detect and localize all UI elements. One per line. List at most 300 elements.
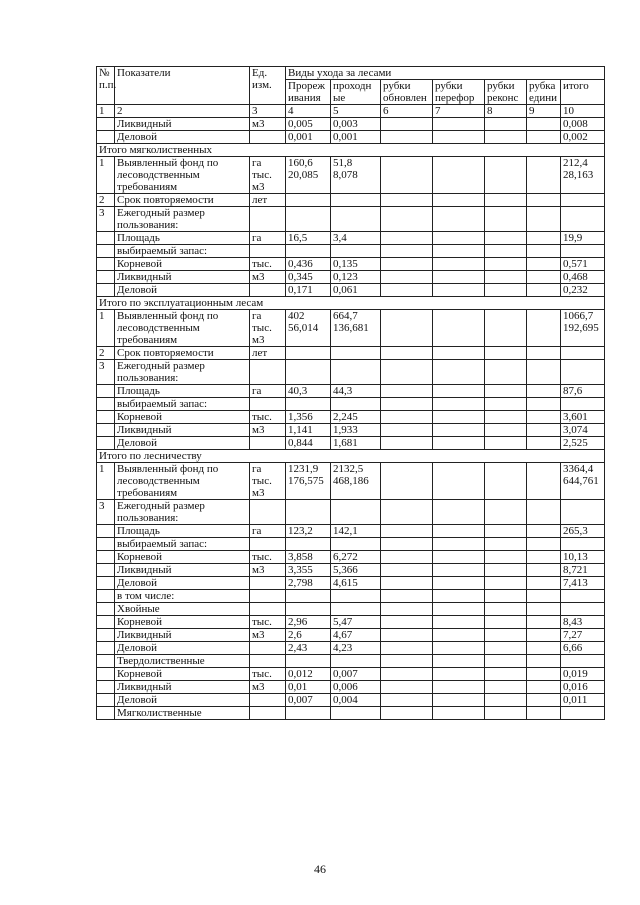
value-cell bbox=[433, 538, 485, 551]
value-cell: 19,9 bbox=[561, 232, 605, 245]
table-row bbox=[97, 525, 605, 538]
value-cell bbox=[527, 590, 561, 603]
value-cell bbox=[485, 207, 527, 232]
value-cell bbox=[527, 245, 561, 258]
value-cell bbox=[381, 157, 433, 194]
table-row bbox=[97, 500, 605, 525]
row-num: 3 bbox=[97, 207, 115, 232]
value-cell bbox=[381, 118, 433, 131]
value-cell bbox=[331, 194, 381, 207]
row-num bbox=[97, 385, 115, 398]
value-cell: 0,016 bbox=[561, 681, 605, 694]
row-label: Площадь bbox=[115, 385, 250, 398]
value-cell bbox=[286, 194, 331, 207]
row-label: Выявленный фонд по лесоводственным требованиям bbox=[115, 157, 250, 194]
value-cell bbox=[561, 538, 605, 551]
value-cell bbox=[527, 668, 561, 681]
row-unit bbox=[250, 207, 286, 232]
row-unit bbox=[250, 655, 286, 668]
value-cell bbox=[381, 577, 433, 590]
row-num bbox=[97, 681, 115, 694]
row-label: Ежегодный размер пользования: bbox=[115, 207, 250, 232]
value-cell bbox=[485, 157, 527, 194]
table-row bbox=[97, 398, 605, 411]
value-cell: 0,008 bbox=[561, 118, 605, 131]
value-cell: 1,356 bbox=[286, 411, 331, 424]
value-cell bbox=[286, 500, 331, 525]
value-cell bbox=[433, 500, 485, 525]
value-cell: 10,13 bbox=[561, 551, 605, 564]
row-num: 1 bbox=[97, 463, 115, 500]
index-cell: 6 bbox=[381, 105, 433, 118]
value-cell: 1,681 bbox=[331, 437, 381, 450]
row-unit bbox=[250, 245, 286, 258]
value-cell bbox=[527, 157, 561, 194]
table-row bbox=[97, 157, 605, 194]
value-cell bbox=[433, 284, 485, 297]
table-row bbox=[97, 118, 605, 131]
row-unit bbox=[250, 284, 286, 297]
row-unit: тыс. bbox=[250, 668, 286, 681]
value-cell bbox=[433, 131, 485, 144]
row-label: Ликвидный bbox=[115, 118, 250, 131]
value-cell bbox=[527, 616, 561, 629]
value-cell: 1,141 bbox=[286, 424, 331, 437]
value-cell bbox=[485, 668, 527, 681]
value-cell bbox=[485, 424, 527, 437]
value-cell bbox=[527, 284, 561, 297]
value-cell bbox=[381, 131, 433, 144]
value-cell bbox=[485, 694, 527, 707]
value-cell bbox=[485, 463, 527, 500]
value-cell: 0,012 bbox=[286, 668, 331, 681]
value-cell bbox=[485, 577, 527, 590]
value-cell bbox=[381, 463, 433, 500]
value-cell bbox=[331, 707, 381, 720]
row-num bbox=[97, 642, 115, 655]
value-cell: 0,001 bbox=[286, 131, 331, 144]
value-cell bbox=[433, 271, 485, 284]
row-num: 2 bbox=[97, 347, 115, 360]
row-num bbox=[97, 551, 115, 564]
value-cell: 1066,7 192,695 bbox=[561, 310, 605, 347]
value-cell: 0,006 bbox=[331, 681, 381, 694]
header-col-reformation: рубки перефор bbox=[433, 80, 485, 105]
value-cell bbox=[381, 616, 433, 629]
row-num bbox=[97, 668, 115, 681]
value-cell: 402 56,014 bbox=[286, 310, 331, 347]
row-unit: м3 bbox=[250, 271, 286, 284]
table-row bbox=[97, 284, 605, 297]
value-cell: 0,436 bbox=[286, 258, 331, 271]
row-num bbox=[97, 707, 115, 720]
row-label: Ликвидный bbox=[115, 271, 250, 284]
value-cell bbox=[381, 694, 433, 707]
header-group: Виды ухода за лесами bbox=[286, 67, 605, 80]
row-num bbox=[97, 271, 115, 284]
row-unit: м3 bbox=[250, 424, 286, 437]
value-cell bbox=[433, 157, 485, 194]
value-cell bbox=[485, 551, 527, 564]
value-cell bbox=[485, 707, 527, 720]
row-label: Ликвидный bbox=[115, 424, 250, 437]
value-cell: 142,1 bbox=[331, 525, 381, 538]
row-label: выбираемый запас: bbox=[115, 398, 250, 411]
value-cell: 5,366 bbox=[331, 564, 381, 577]
row-label: Корневой bbox=[115, 258, 250, 271]
row-num bbox=[97, 538, 115, 551]
table-row bbox=[97, 551, 605, 564]
value-cell: 6,272 bbox=[331, 551, 381, 564]
value-cell bbox=[485, 629, 527, 642]
value-cell: 664,7 136,681 bbox=[331, 310, 381, 347]
value-cell bbox=[381, 655, 433, 668]
value-cell bbox=[286, 245, 331, 258]
value-cell bbox=[433, 525, 485, 538]
value-cell bbox=[561, 347, 605, 360]
table-row bbox=[97, 271, 605, 284]
value-cell: 3,858 bbox=[286, 551, 331, 564]
row-num: 1 bbox=[97, 157, 115, 194]
row-label: Деловой bbox=[115, 284, 250, 297]
value-cell: 0,001 bbox=[331, 131, 381, 144]
value-cell bbox=[433, 398, 485, 411]
value-cell bbox=[485, 398, 527, 411]
row-num bbox=[97, 564, 115, 577]
table-row bbox=[97, 424, 605, 437]
table-row bbox=[97, 642, 605, 655]
value-cell bbox=[433, 347, 485, 360]
value-cell: 2,245 bbox=[331, 411, 381, 424]
table-row bbox=[97, 347, 605, 360]
header-col-single: рубка едини bbox=[527, 80, 561, 105]
section-row bbox=[97, 297, 605, 310]
value-cell bbox=[381, 603, 433, 616]
table-row bbox=[97, 538, 605, 551]
value-cell: 3,4 bbox=[331, 232, 381, 245]
value-cell bbox=[433, 668, 485, 681]
forest-care-table bbox=[96, 66, 605, 720]
row-label: Выявленный фонд по лесоводственным требованиям bbox=[115, 463, 250, 500]
value-cell: 8,43 bbox=[561, 616, 605, 629]
table-row bbox=[97, 655, 605, 668]
row-num bbox=[97, 245, 115, 258]
index-cell: 5 bbox=[331, 105, 381, 118]
section-title: Итого по лесничеству bbox=[97, 450, 605, 463]
value-cell bbox=[381, 564, 433, 577]
value-cell bbox=[485, 284, 527, 297]
value-cell bbox=[286, 603, 331, 616]
table-row bbox=[97, 707, 605, 720]
value-cell bbox=[527, 385, 561, 398]
value-cell bbox=[561, 360, 605, 385]
value-cell bbox=[527, 360, 561, 385]
row-label: Корневой bbox=[115, 616, 250, 629]
value-cell bbox=[527, 437, 561, 450]
value-cell: 3364,4 644,761 bbox=[561, 463, 605, 500]
value-cell bbox=[433, 437, 485, 450]
row-unit bbox=[250, 590, 286, 603]
row-unit: лет bbox=[250, 347, 286, 360]
value-cell bbox=[381, 385, 433, 398]
value-cell: 2132,5 468,186 bbox=[331, 463, 381, 500]
row-label: Корневой bbox=[115, 668, 250, 681]
value-cell: 265,3 bbox=[561, 525, 605, 538]
value-cell bbox=[561, 207, 605, 232]
value-cell bbox=[433, 360, 485, 385]
row-num bbox=[97, 590, 115, 603]
value-cell bbox=[433, 551, 485, 564]
value-cell bbox=[433, 424, 485, 437]
value-cell bbox=[433, 207, 485, 232]
value-cell bbox=[527, 500, 561, 525]
index-cell: 7 bbox=[433, 105, 485, 118]
row-label: Деловой bbox=[115, 642, 250, 655]
row-unit bbox=[250, 642, 286, 655]
value-cell bbox=[381, 437, 433, 450]
document-page bbox=[96, 66, 604, 720]
table-row bbox=[97, 590, 605, 603]
value-cell bbox=[527, 603, 561, 616]
row-unit bbox=[250, 500, 286, 525]
value-cell bbox=[381, 538, 433, 551]
table-row bbox=[97, 411, 605, 424]
value-cell bbox=[561, 590, 605, 603]
value-cell bbox=[527, 398, 561, 411]
row-label: Мягколиственные bbox=[115, 707, 250, 720]
row-label: выбираемый запас: bbox=[115, 245, 250, 258]
value-cell: 1,933 bbox=[331, 424, 381, 437]
value-cell bbox=[527, 463, 561, 500]
table-row bbox=[97, 463, 605, 500]
value-cell: 0,468 bbox=[561, 271, 605, 284]
value-cell bbox=[561, 655, 605, 668]
value-cell bbox=[485, 655, 527, 668]
row-unit bbox=[250, 437, 286, 450]
table-row bbox=[97, 258, 605, 271]
row-unit bbox=[250, 694, 286, 707]
value-cell bbox=[433, 707, 485, 720]
row-num bbox=[97, 398, 115, 411]
value-cell bbox=[433, 118, 485, 131]
value-cell bbox=[527, 538, 561, 551]
row-label: Корневой bbox=[115, 411, 250, 424]
value-cell: 0,003 bbox=[331, 118, 381, 131]
table-row bbox=[97, 385, 605, 398]
value-cell: 44,3 bbox=[331, 385, 381, 398]
row-label: Площадь bbox=[115, 525, 250, 538]
value-cell bbox=[527, 629, 561, 642]
row-num: 3 bbox=[97, 360, 115, 385]
value-cell bbox=[527, 271, 561, 284]
value-cell bbox=[527, 194, 561, 207]
value-cell: 0,007 bbox=[286, 694, 331, 707]
value-cell bbox=[485, 232, 527, 245]
section-row bbox=[97, 450, 605, 463]
row-label: Корневой bbox=[115, 551, 250, 564]
value-cell bbox=[381, 194, 433, 207]
row-unit: га bbox=[250, 525, 286, 538]
value-cell: 0,171 bbox=[286, 284, 331, 297]
row-num bbox=[97, 411, 115, 424]
value-cell: 7,413 bbox=[561, 577, 605, 590]
row-unit: га тыс. м3 bbox=[250, 157, 286, 194]
value-cell: 51,8 8,078 bbox=[331, 157, 381, 194]
value-cell bbox=[433, 232, 485, 245]
value-cell bbox=[561, 245, 605, 258]
value-cell bbox=[485, 347, 527, 360]
table-row bbox=[97, 668, 605, 681]
value-cell bbox=[433, 616, 485, 629]
value-cell bbox=[381, 668, 433, 681]
table-row bbox=[97, 694, 605, 707]
index-cell: 3 bbox=[250, 105, 286, 118]
value-cell bbox=[286, 360, 331, 385]
index-cell: 9 bbox=[527, 105, 561, 118]
value-cell bbox=[331, 245, 381, 258]
value-cell: 0,01 bbox=[286, 681, 331, 694]
value-cell bbox=[527, 564, 561, 577]
row-num bbox=[97, 437, 115, 450]
value-cell bbox=[433, 629, 485, 642]
table-row bbox=[97, 360, 605, 385]
value-cell bbox=[485, 131, 527, 144]
value-cell: 212,4 28,163 bbox=[561, 157, 605, 194]
table-row bbox=[97, 564, 605, 577]
value-cell: 160,6 20,085 bbox=[286, 157, 331, 194]
value-cell bbox=[331, 347, 381, 360]
value-cell bbox=[381, 347, 433, 360]
value-cell bbox=[485, 616, 527, 629]
value-cell bbox=[527, 118, 561, 131]
value-cell bbox=[286, 590, 331, 603]
value-cell bbox=[485, 118, 527, 131]
value-cell bbox=[381, 245, 433, 258]
index-cell: 8 bbox=[485, 105, 527, 118]
value-cell bbox=[561, 603, 605, 616]
row-unit: м3 bbox=[250, 681, 286, 694]
value-cell bbox=[381, 398, 433, 411]
row-label: Ежегодный размер пользования: bbox=[115, 360, 250, 385]
value-cell bbox=[485, 271, 527, 284]
value-cell bbox=[286, 655, 331, 668]
row-num bbox=[97, 616, 115, 629]
value-cell bbox=[485, 525, 527, 538]
value-cell bbox=[381, 360, 433, 385]
value-cell bbox=[286, 707, 331, 720]
value-cell: 0,011 bbox=[561, 694, 605, 707]
value-cell bbox=[433, 590, 485, 603]
row-unit bbox=[250, 360, 286, 385]
value-cell bbox=[527, 525, 561, 538]
row-label: Ликвидный bbox=[115, 564, 250, 577]
value-cell bbox=[433, 681, 485, 694]
row-num bbox=[97, 525, 115, 538]
header-col-passing: проходн ые bbox=[331, 80, 381, 105]
row-num bbox=[97, 577, 115, 590]
header-num: № п.п. bbox=[97, 67, 115, 105]
value-cell bbox=[381, 284, 433, 297]
value-cell bbox=[381, 258, 433, 271]
row-unit: га bbox=[250, 385, 286, 398]
value-cell bbox=[381, 590, 433, 603]
value-cell: 8,721 bbox=[561, 564, 605, 577]
table-row bbox=[97, 603, 605, 616]
value-cell: 4,23 bbox=[331, 642, 381, 655]
value-cell: 4,615 bbox=[331, 577, 381, 590]
value-cell bbox=[331, 500, 381, 525]
row-num bbox=[97, 284, 115, 297]
value-cell: 4,67 bbox=[331, 629, 381, 642]
value-cell bbox=[433, 463, 485, 500]
header-col-thinning: Прореж ивания bbox=[286, 80, 331, 105]
value-cell bbox=[527, 131, 561, 144]
row-unit: лет bbox=[250, 194, 286, 207]
value-cell bbox=[561, 194, 605, 207]
table-row bbox=[97, 629, 605, 642]
value-cell bbox=[485, 538, 527, 551]
section-row bbox=[97, 144, 605, 157]
value-cell: 0,005 bbox=[286, 118, 331, 131]
row-label: Деловой bbox=[115, 131, 250, 144]
row-num: 2 bbox=[97, 194, 115, 207]
value-cell bbox=[527, 347, 561, 360]
value-cell: 0,004 bbox=[331, 694, 381, 707]
row-num bbox=[97, 694, 115, 707]
value-cell: 0,135 bbox=[331, 258, 381, 271]
value-cell bbox=[381, 500, 433, 525]
row-num bbox=[97, 232, 115, 245]
row-unit bbox=[250, 577, 286, 590]
row-num bbox=[97, 603, 115, 616]
value-cell bbox=[485, 411, 527, 424]
value-cell: 1231,9 176,575 bbox=[286, 463, 331, 500]
value-cell bbox=[527, 258, 561, 271]
value-cell bbox=[433, 577, 485, 590]
row-label: Хвойные bbox=[115, 603, 250, 616]
row-unit bbox=[250, 538, 286, 551]
section-title: Итого по эксплуатационным лесам bbox=[97, 297, 605, 310]
value-cell: 7,27 bbox=[561, 629, 605, 642]
row-label: Деловой bbox=[115, 694, 250, 707]
row-label: Ликвидный bbox=[115, 681, 250, 694]
value-cell bbox=[381, 642, 433, 655]
value-cell: 0,019 bbox=[561, 668, 605, 681]
value-cell bbox=[485, 681, 527, 694]
table-row bbox=[97, 207, 605, 232]
row-num: 3 bbox=[97, 500, 115, 525]
row-num bbox=[97, 655, 115, 668]
index-cell: 1 bbox=[97, 105, 115, 118]
page-number: 46 bbox=[314, 862, 326, 876]
value-cell bbox=[433, 194, 485, 207]
value-cell: 3,601 bbox=[561, 411, 605, 424]
value-cell bbox=[527, 424, 561, 437]
value-cell bbox=[527, 207, 561, 232]
value-cell bbox=[381, 271, 433, 284]
value-cell bbox=[433, 245, 485, 258]
row-unit: м3 bbox=[250, 564, 286, 577]
value-cell bbox=[433, 642, 485, 655]
value-cell bbox=[286, 347, 331, 360]
row-num bbox=[97, 258, 115, 271]
value-cell: 2,6 bbox=[286, 629, 331, 642]
index-cell: 4 bbox=[286, 105, 331, 118]
value-cell bbox=[381, 629, 433, 642]
row-label: Срок повторяемости bbox=[115, 194, 250, 207]
row-label: в том числе: bbox=[115, 590, 250, 603]
row-unit bbox=[250, 707, 286, 720]
